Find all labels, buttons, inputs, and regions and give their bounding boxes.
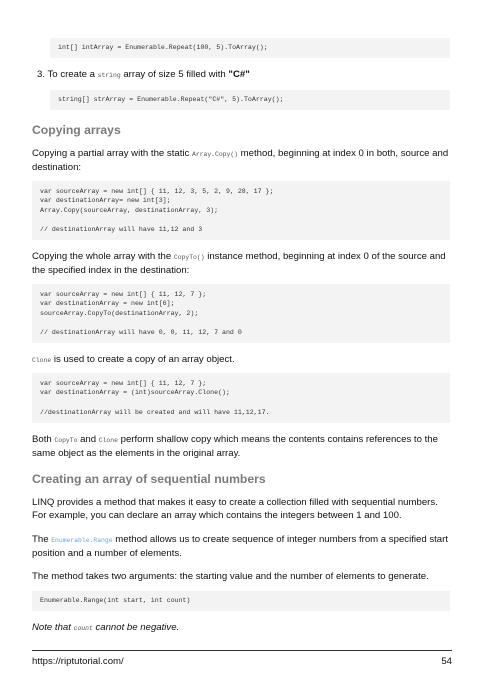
code-line: //destinationArray will be created and will have 11,12,17. bbox=[40, 408, 270, 416]
code-line: // destinationArray will have 0, 0, 11, 12, 7 and 0 bbox=[40, 328, 242, 336]
paragraph-text: perform shallow copy which means the contents contains references to the same object as the elements in the original array. bbox=[32, 434, 438, 459]
paragraph-text: Both bbox=[32, 434, 55, 445]
inline-code: Clone bbox=[32, 357, 52, 364]
inline-code: Array.Copy() bbox=[191, 151, 239, 158]
heading-sequential-numbers: Creating an array of sequential numbers bbox=[32, 472, 266, 486]
code-line: Array.Copy(sourceArray, destinationArray, 3); bbox=[40, 206, 219, 214]
inline-code: CopyTo bbox=[54, 437, 78, 444]
inline-code: count bbox=[73, 625, 93, 632]
code-line: var destinationArray = new int[6]; bbox=[40, 300, 175, 308]
paragraph-linq: LINQ provides a method that makes it easy to create a collection filled with sequential numbers. For example, you can declare an array which contains the integers between 1 and 100. bbox=[32, 497, 438, 521]
list-item-3 bbox=[37, 68, 447, 82]
heading-copying-arrays: Copying arrays bbox=[32, 123, 121, 137]
paragraph-text: and bbox=[77, 434, 99, 445]
footer-url[interactable]: https://riptutorial.com/ bbox=[32, 656, 124, 667]
code-line: var destinationArray= new int[3]; bbox=[40, 197, 171, 205]
paragraph-text: method allows us to create sequence of integer numbers from a specified start position and a number of elements. bbox=[32, 534, 448, 559]
code-block-copyto bbox=[32, 284, 450, 343]
note-text: cannot be negative. bbox=[92, 622, 180, 633]
paragraph-array-copy bbox=[32, 147, 452, 174]
inline-code-link[interactable]: Enumerable.Range bbox=[51, 537, 113, 544]
code-line: var sourceArray = new int[] { 11, 12, 3, 5, 2, 9, 28, 17 }; bbox=[40, 187, 274, 195]
code-line: int[] intArray = Enumerable.Repeat(100, 5).ToArray(); bbox=[58, 44, 268, 52]
inline-code: CopyTo() bbox=[173, 254, 205, 261]
paragraph-text: method, beginning at index 0 in both, source and destination: bbox=[32, 148, 449, 173]
paragraph-copyto bbox=[32, 250, 452, 277]
code-block-repeat-string bbox=[50, 90, 450, 110]
code-line: var sourceArray = new int[] { 11, 12, 7 }; bbox=[40, 379, 207, 387]
code-line: var destinationArray = (int)sourceArray.Clone(); bbox=[40, 389, 230, 397]
code-block-array-copy bbox=[32, 181, 450, 240]
code-line bbox=[40, 398, 450, 408]
code-line: var sourceArray = new int[] { 11, 12, 7 }; bbox=[40, 290, 207, 298]
inline-code: Clone bbox=[98, 437, 118, 444]
code-line bbox=[40, 215, 450, 225]
paragraph-clone bbox=[32, 353, 452, 367]
footer-divider bbox=[32, 650, 452, 651]
code-block-repeat-int bbox=[50, 38, 450, 58]
code-block-range-signature bbox=[32, 591, 450, 611]
code-line: Enumerable.Range(int start, int count) bbox=[40, 597, 191, 605]
note-count-negative bbox=[32, 621, 452, 635]
list-text-mid: array of size 5 filled with bbox=[120, 69, 229, 80]
code-block-clone bbox=[32, 373, 450, 423]
paragraph-text: is used to create a copy of an array object. bbox=[51, 354, 235, 365]
inline-code: string bbox=[97, 72, 121, 79]
note-text: Note that bbox=[32, 622, 74, 633]
code-line bbox=[40, 318, 450, 328]
paragraph-enumerable-range bbox=[32, 533, 452, 560]
paragraph-text: instance method, beginning at index 0 of the source and the specified index in the destination: bbox=[32, 251, 446, 276]
list-text-bold: "C#" bbox=[228, 69, 250, 80]
code-line: // destinationArray will have 11,12 and 3 bbox=[40, 225, 203, 233]
list-number: 3. bbox=[37, 69, 46, 80]
code-line: sourceArray.CopyTo(destinationArray, 2); bbox=[40, 309, 199, 317]
paragraph-arguments: The method takes two arguments: the starting value and the number of elements to generate. bbox=[32, 571, 429, 582]
paragraph-text: The bbox=[32, 534, 52, 545]
paragraph-text: Copying a partial array with the static bbox=[32, 148, 192, 159]
list-text-pre: To create a bbox=[47, 69, 98, 80]
paragraph-text: Copying the whole array with the bbox=[32, 251, 174, 262]
paragraph-shallow-copy bbox=[32, 433, 452, 460]
code-line: string[] strArray = Enumerable.Repeat("C#", 5).ToArray(); bbox=[58, 96, 284, 104]
footer-page-number: 54 bbox=[441, 656, 452, 667]
